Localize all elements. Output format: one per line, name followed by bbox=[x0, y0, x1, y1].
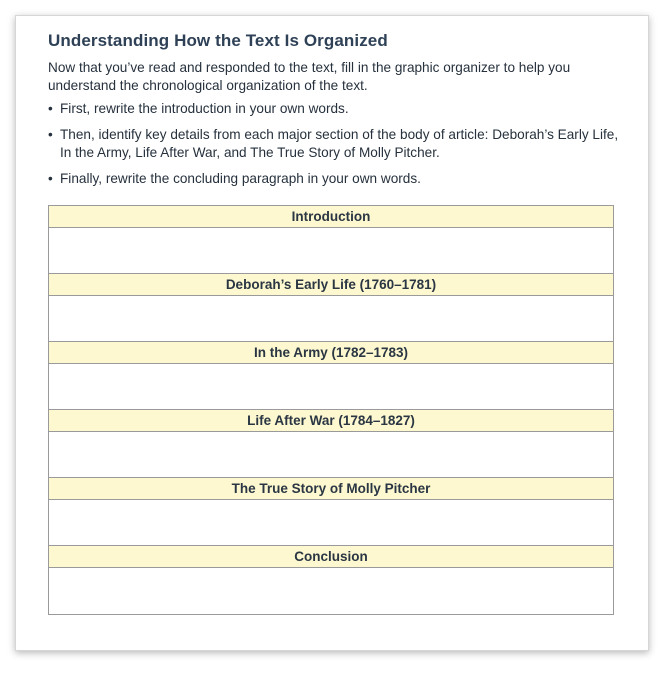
organizer-section-conclusion bbox=[49, 546, 613, 614]
section-header: Conclusion bbox=[49, 546, 613, 568]
page-title: Understanding How the Text Is Organized bbox=[48, 31, 388, 50]
section-answer-box[interactable] bbox=[49, 500, 613, 546]
list-item bbox=[48, 170, 628, 188]
bullet-icon: • bbox=[48, 101, 53, 116]
section-header: Introduction bbox=[49, 206, 613, 228]
worksheet-card bbox=[15, 15, 649, 651]
list-item-text: First, rewrite the introduction in your own words. bbox=[60, 101, 349, 116]
list-item-text: Then, identify key details from each major section of the body of article: Deborah’s Early Life, In the Army, Life After War, and The True Story of Molly Pitcher. bbox=[60, 127, 619, 160]
list-item bbox=[48, 100, 628, 118]
organizer-section-army bbox=[49, 342, 613, 410]
bullet-icon: • bbox=[48, 171, 53, 186]
section-header: Deborah’s Early Life (1760–1781) bbox=[49, 274, 613, 296]
list-item bbox=[48, 126, 628, 162]
organizer-section-introduction bbox=[49, 206, 613, 274]
organizer-section-after-war bbox=[49, 410, 613, 478]
section-answer-box[interactable] bbox=[49, 296, 613, 342]
section-answer-box[interactable] bbox=[49, 568, 613, 614]
section-answer-box[interactable] bbox=[49, 432, 613, 478]
section-header: The True Story of Molly Pitcher bbox=[49, 478, 613, 500]
graphic-organizer bbox=[48, 205, 614, 615]
bullet-icon: • bbox=[48, 127, 53, 142]
section-answer-box[interactable] bbox=[49, 228, 613, 274]
list-item-text: Finally, rewrite the concluding paragraph in your own words. bbox=[60, 171, 421, 186]
section-header: In the Army (1782–1783) bbox=[49, 342, 613, 364]
section-header: Life After War (1784–1827) bbox=[49, 410, 613, 432]
instructions-paragraph: Now that you’ve read and responded to the text, fill in the graphic organizer to help you understand the chronological organization of the text. bbox=[48, 60, 571, 93]
organizer-section-molly-pitcher bbox=[49, 478, 613, 546]
instructions-list bbox=[48, 100, 628, 196]
section-answer-box[interactable] bbox=[49, 364, 613, 410]
organizer-section-early-life bbox=[49, 274, 613, 342]
